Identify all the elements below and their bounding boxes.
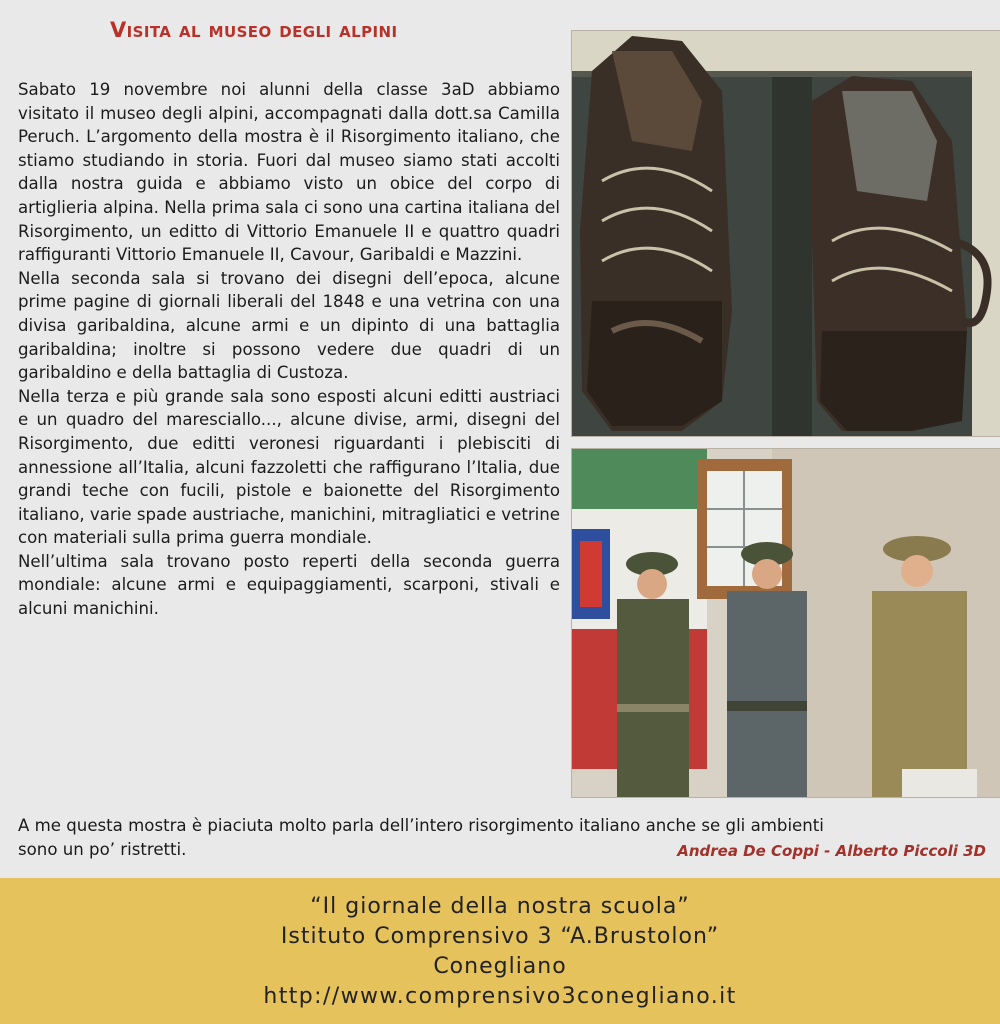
article-body: [18, 78, 560, 621]
footer-newspaper-name: “Il giornale della nostra scuola”: [310, 894, 690, 919]
footer-banner: [0, 878, 1000, 1024]
boots-photo: [571, 30, 1000, 437]
footer-school-name: Istituto Comprensivo 3 “A.Brustolon”: [280, 924, 720, 949]
closing-line: sono un po’ ristretti.: [18, 839, 187, 859]
article-paragraph: Nella seconda sala si trovano dei disegni dell’epoca, alcune prime pagine di giornali liberali del 1848 e una vetrina con una divisa garibaldina, alcune armi e un dipinto di una battaglia garibaldina; inoltre si possono vedere due quadri di un garibaldino e della battaglia di Custoza.: [18, 268, 560, 383]
article-paragraph: Sabato 19 novembre noi alunni della classe 3aD abbiamo visitato il museo degli alpini, accompagnati dalla dott.sa Camilla Peruch. L’argomento della mostra è il Risorgimento italiano, che stiamo studiando in storia. Fuori dal museo siamo stati accolti dalla nostra guida e abbiamo visto un obice del corpo di artiglieria alpina. Nella prima sala ci sono una cartina italiana del Risorgimento, un editto di Vittorio Emanuele II e quattro quadri raffiguranti Vittorio Emanuele II, Cavour, Garibaldi e Mazzini.: [18, 80, 560, 265]
mannequins-photo: [571, 448, 1000, 798]
closing-line: A me questa mostra è piaciuta molto parla dell’intero risorgimento italiano anche se gli ambienti: [18, 816, 824, 835]
footer-website-link[interactable]: http://www.comprensivo3conegliano.it: [263, 984, 737, 1009]
byline: Andrea De Coppi - Alberto Piccoli 3D: [677, 842, 986, 860]
article-title: Visita al museo degli alpini: [110, 18, 398, 42]
footer-city: Conegliano: [433, 954, 567, 979]
article-paragraph: Nella terza e più grande sala sono esposti alcuni editti austriaci e un quadro del maresciallo..., alcune divise, armi, disegni del Risorgimento, due editti veronesi riguardanti i plebisciti di annessione all’Italia, alcuni fazzoletti che raffigurano l’Italia, due grandi teche con fucili, pistole e baionette del Risorgimento italiano, varie spade austriache, manichini, mitragliatici e vetrine con materiali sulla prima guerra mondiale.: [18, 386, 560, 548]
article-paragraph: Nell’ultima sala trovano posto reperti della seconda guerra mondiale: alcune armi e equipaggiamenti, scarponi, stivali e alcuni manichini.: [18, 551, 560, 619]
